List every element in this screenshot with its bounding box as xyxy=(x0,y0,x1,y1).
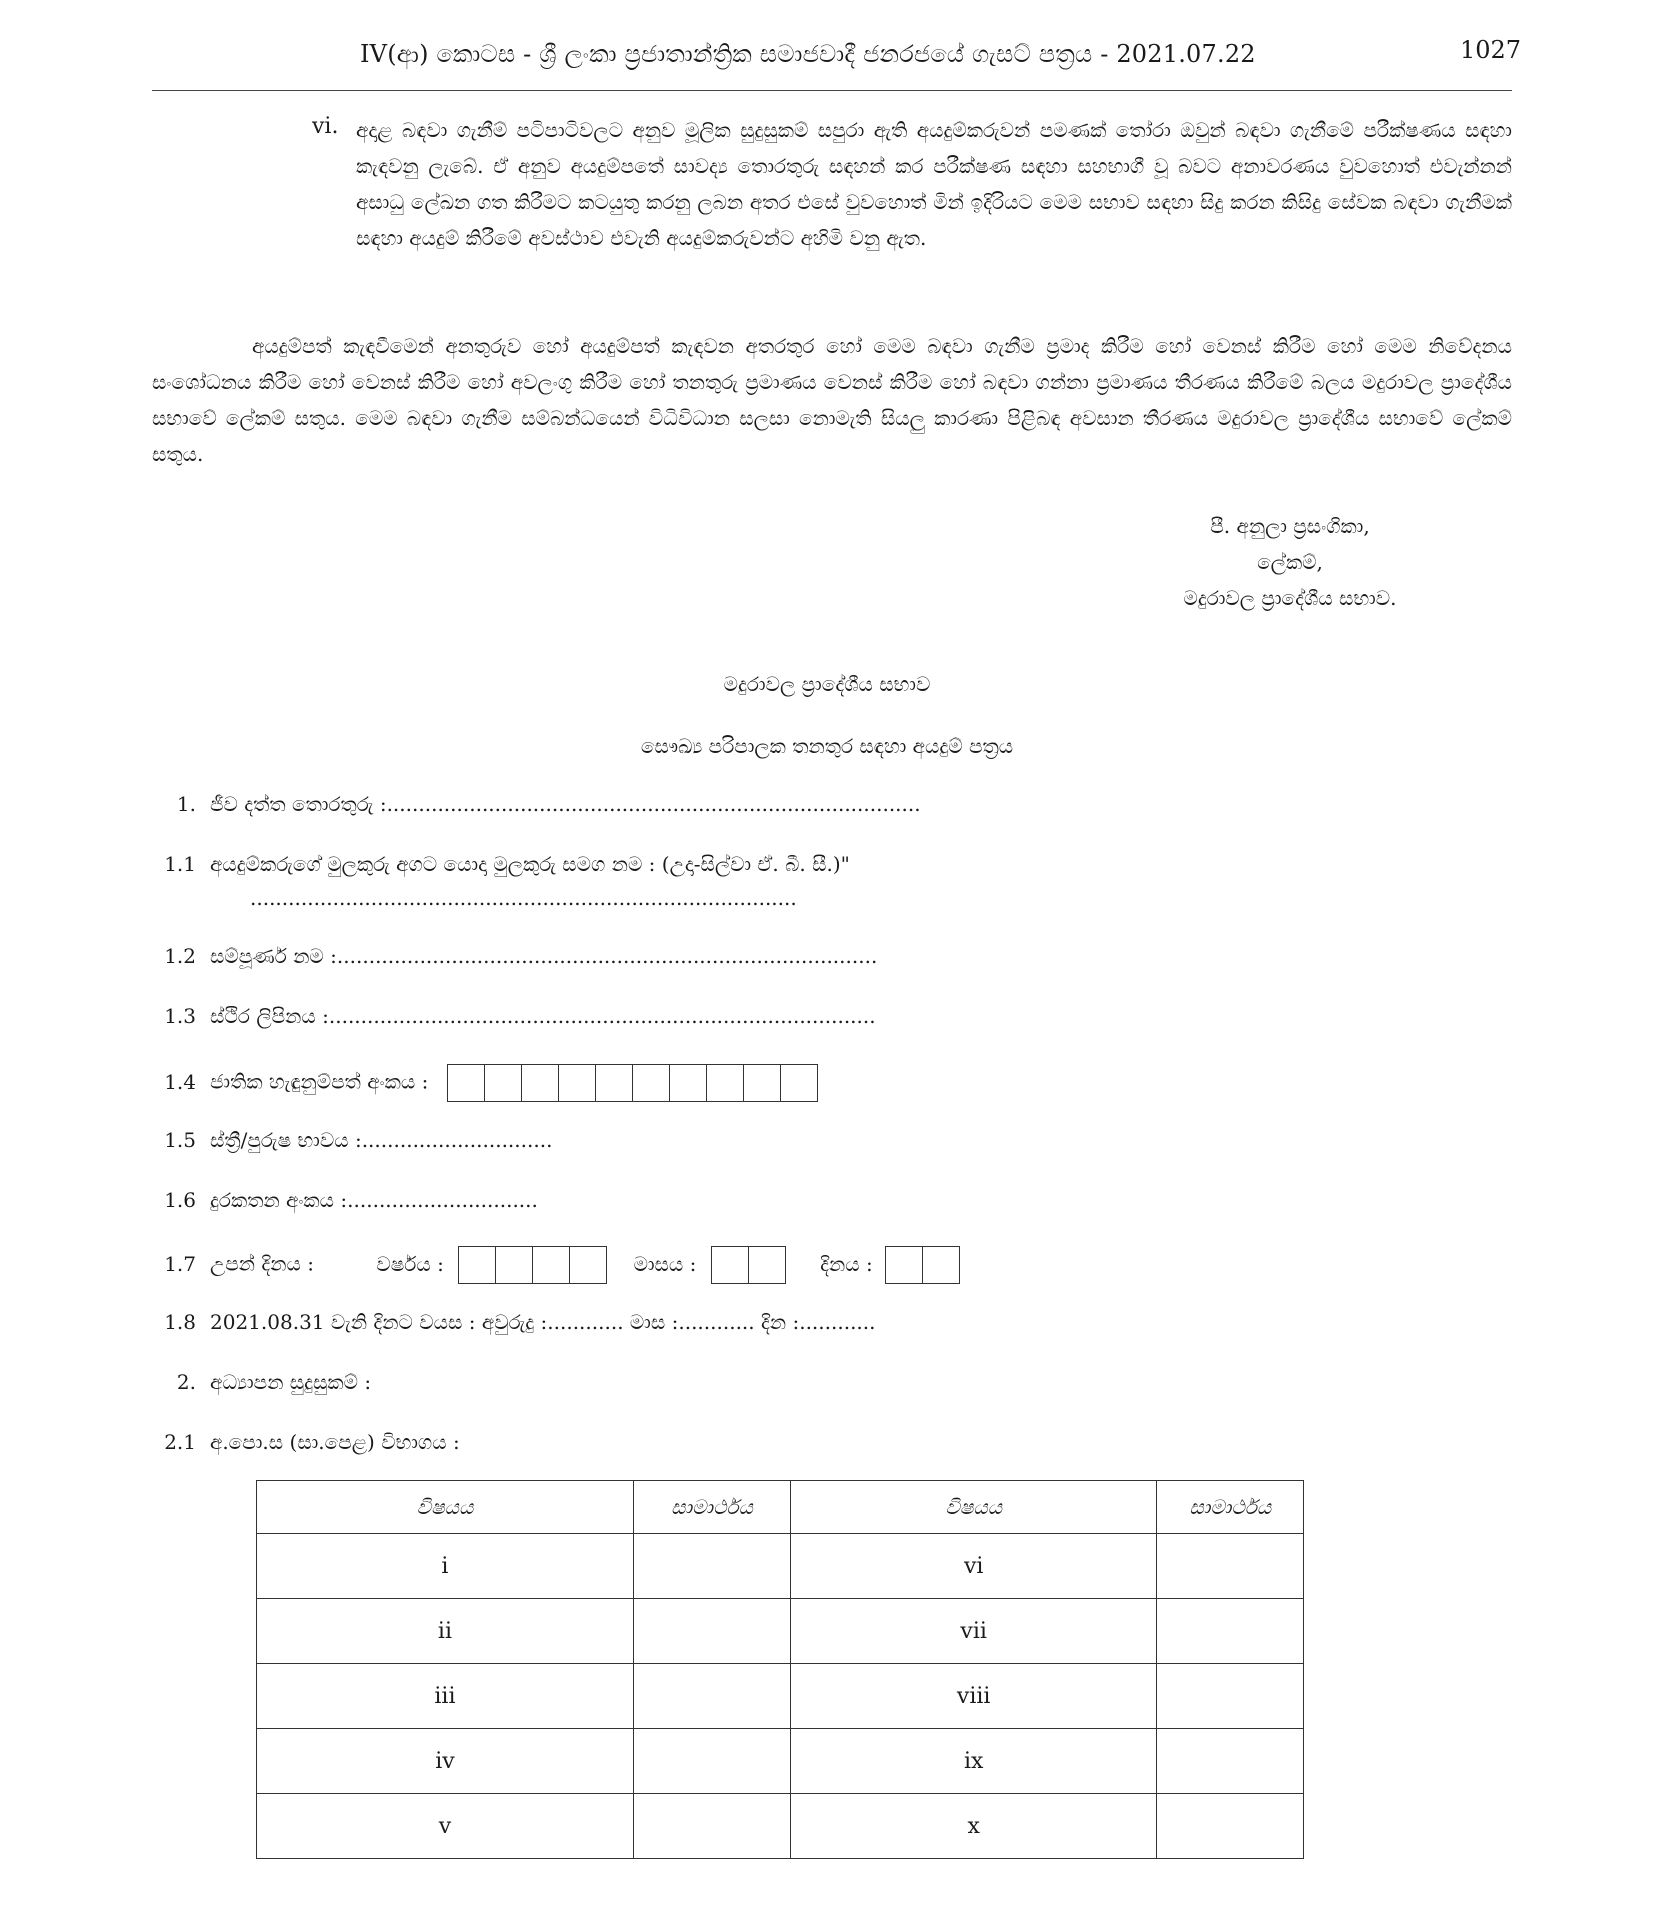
fill-dots[interactable]: .............................. xyxy=(347,1188,538,1212)
item-label: ස්ත්‍රී/පුරුෂ භාවය : xyxy=(210,1128,362,1152)
birth-day-label: දිනය : xyxy=(820,1251,873,1276)
fill-dots[interactable]: ...................................................................................... xyxy=(250,886,797,910)
item-label: උපන් දිනය : xyxy=(210,1251,314,1276)
form-item-permanent-address xyxy=(156,1004,876,1028)
form-title: සෞඛ්‍ය පරිපාලක තනතුර සඳහා අයදුම් පත්‍රය xyxy=(640,734,1014,758)
clause-number: vi. xyxy=(312,114,339,139)
grade-cell[interactable] xyxy=(1157,1794,1304,1859)
item-label: ජාතික හැඳුනුම්පත් අංකය : xyxy=(210,1069,429,1094)
table-header-row xyxy=(257,1481,1304,1534)
signatory-name: පී. අනුලා ප්‍රසංගිකා, xyxy=(1210,514,1370,538)
signatory-title: ලේකම්, xyxy=(1257,550,1323,574)
item-label[interactable]: 2021.08.31 වැනි දිනට වයස : අවුරුදු :............ මාස :............ දින :............ xyxy=(210,1310,876,1334)
subject-number-cell[interactable]: iii xyxy=(257,1664,634,1729)
birth-day-boxes[interactable] xyxy=(885,1246,960,1284)
table-row xyxy=(257,1664,1304,1729)
birth-month-label: මාසය : xyxy=(633,1251,697,1276)
form-item-full-name xyxy=(156,944,877,968)
grade-cell[interactable] xyxy=(633,1664,790,1729)
table-row xyxy=(257,1534,1304,1599)
grade-cell[interactable] xyxy=(1157,1599,1304,1664)
table-row xyxy=(257,1599,1304,1664)
item-number: 1.6 xyxy=(164,1188,196,1212)
subject-number-cell[interactable]: ix xyxy=(790,1729,1156,1794)
column-header-subject: විෂයය xyxy=(257,1481,634,1534)
ol-results-table xyxy=(256,1480,1304,1859)
subject-number-cell[interactable]: iv xyxy=(257,1729,634,1794)
page-number: 1027 xyxy=(1460,36,1522,64)
form-item-age xyxy=(156,1310,876,1334)
subject-number-cell[interactable]: x xyxy=(790,1794,1156,1859)
form-item-nic-number xyxy=(156,1064,818,1102)
form-council-name: මදුරාවල ප්‍රාදේශීය සභාව xyxy=(723,672,931,696)
item-number: 1.2 xyxy=(164,944,196,968)
item-number: 1.8 xyxy=(164,1310,196,1334)
item-label: අධ්‍යාපන සුදුසුකම් : xyxy=(210,1370,372,1394)
nic-number-boxes[interactable] xyxy=(447,1064,818,1102)
table-row xyxy=(257,1729,1304,1794)
item-label: ස්ථිර ලිපිනය : xyxy=(210,1004,329,1028)
form-item-telephone xyxy=(156,1188,538,1212)
form-item-education xyxy=(156,1370,371,1394)
table-row xyxy=(257,1794,1304,1859)
fill-dots[interactable]: .................................................................................... xyxy=(386,792,921,816)
birth-month-boxes[interactable] xyxy=(711,1246,786,1284)
item-label: ජීව දත්ත තොරතුරු : xyxy=(210,792,387,816)
form-item-gce-ol xyxy=(156,1430,460,1454)
item-number: 1.1 xyxy=(164,852,196,876)
birth-year-label: වර්ෂය : xyxy=(376,1251,444,1276)
item-label: සම්පූර්ණ නම : xyxy=(210,944,337,968)
subject-number-cell[interactable]: v xyxy=(257,1794,634,1859)
fill-dots[interactable]: .............................. xyxy=(361,1128,553,1152)
fill-dots[interactable]: ..................................................................................... xyxy=(336,944,878,968)
column-header-grade: සාමාර්ථය xyxy=(633,1481,790,1534)
subject-number-cell[interactable]: ii xyxy=(257,1599,634,1664)
form-item-name-with-initials-line[interactable] xyxy=(250,886,797,910)
form-item-name-with-initials xyxy=(156,852,850,876)
birth-year-boxes[interactable] xyxy=(458,1246,607,1284)
item-number: 1.3 xyxy=(164,1004,196,1028)
subject-number-cell[interactable]: viii xyxy=(790,1664,1156,1729)
notice-paragraph: අයදුම්පත් කැඳවීමෙන් අනතුරුව හෝ අයදුම්පත් කැඳවන අතරතුර හෝ මෙම බඳවා ගැනීම ප්‍රමාද කිරීම හෝ වෙනස් කිරීම හෝ මෙම නිවේදනය සංශෝධනය කිරීම හෝ වෙනස් කිරීම හෝ අවලංගු කිරීම හෝ තනතුරු ප්‍රමාණය වෙනස් කිරීම හෝ බඳවා ගන්නා ප්‍රමාණය තීරණය කිරීමේ බලය මදුරාවල ප්‍රාදේශීය සභාවේ ලේකම් සතුය. මෙම බඳවා ගැනීම සම්බන්ධයෙන් විධිවිධාන සලසා නොමැති සියලු කාරණා පිළිබඳ අවසාන තීරණය මදුරාවල ප්‍රාදේශීය සභාවේ ලේකම් සතුය. xyxy=(152,334,1512,466)
column-header-subject: විෂයය xyxy=(790,1481,1156,1534)
signature-block xyxy=(1100,508,1480,616)
subject-number-cell[interactable]: vi xyxy=(790,1534,1156,1599)
item-label: දුරකතන අංකය : xyxy=(210,1188,348,1212)
gazette-header-title: IV(ආ) කොටස - ශ්‍රී ලංකා ප්‍රජාතාන්ත්‍රික සමාජවාදී ජනරජයේ ගැසට් පත්‍රය - 2021.07.22 xyxy=(360,40,1256,68)
item-number: 1.4 xyxy=(164,1069,196,1094)
item-label: අ.පො.ස (සා.පෙළ) විභාගය : xyxy=(210,1430,460,1454)
column-header-grade: සාමාර්ථය xyxy=(1157,1481,1304,1534)
subject-number-cell[interactable]: vii xyxy=(790,1599,1156,1664)
grade-cell[interactable] xyxy=(633,1794,790,1859)
grade-cell[interactable] xyxy=(1157,1664,1304,1729)
grade-cell[interactable] xyxy=(633,1534,790,1599)
item-label: අයදුම්කරුගේ මුලකුරු අගට යොදා මුලකුරු සමග නම : (උදා-සිල්වා ඒ. බී. සී.)" xyxy=(210,852,850,876)
grade-cell[interactable] xyxy=(1157,1534,1304,1599)
subject-number-cell[interactable]: i xyxy=(257,1534,634,1599)
item-number: 1.7 xyxy=(164,1251,196,1276)
fill-dots[interactable]: ...................................................................................... xyxy=(328,1004,876,1028)
grade-cell[interactable] xyxy=(633,1599,790,1664)
grade-cell[interactable] xyxy=(633,1729,790,1794)
signatory-office: මදුරාවල ප්‍රාදේශීය සභාව. xyxy=(1183,586,1397,610)
grade-cell[interactable] xyxy=(1157,1729,1304,1794)
item-number: 2. xyxy=(176,1370,196,1394)
item-number: 2.1 xyxy=(164,1430,196,1454)
clause-text: අදාළ බඳවා ගැනීම් පටිපාටිවලට අනුව මූලික සුදුසුකම් සපුරා ඇති අයදුම්කරුවන් පමණක් තෝරා ඔවුන් බඳවා ගැනීමේ පරීක්ෂණය සඳහා කැඳවනු ලැබේ. ඒ අනුව අයදුම්පතේ සාවද්‍ය තොරතුරු සඳහන් කර පරීක්ෂණ සඳහා සහභාගී වූ බවට අනාවරණය වුවහොත් එවැන්නන් අසාධු ලේඛන ගත කිරීමට කටයුතු කරනු ලබන අතර එසේ වුවහොත් මින් ඉදිරියට මෙම සභාව සඳහා සිදු කරන කිසිදු සේවක බඳවා ගැනීමක් සඳහා අයදුම් කිරීමේ අවස්ථාව එවැනි අයදුම්කරුවන්ට අහිමි වනු ඇත. xyxy=(356,118,1512,250)
item-number: 1.5 xyxy=(164,1128,196,1152)
item-number: 1. xyxy=(176,792,196,816)
header-divider xyxy=(152,90,1512,91)
form-item-bio-data xyxy=(156,792,921,816)
form-item-gender xyxy=(156,1128,552,1152)
form-item-birth-date xyxy=(156,1246,960,1284)
